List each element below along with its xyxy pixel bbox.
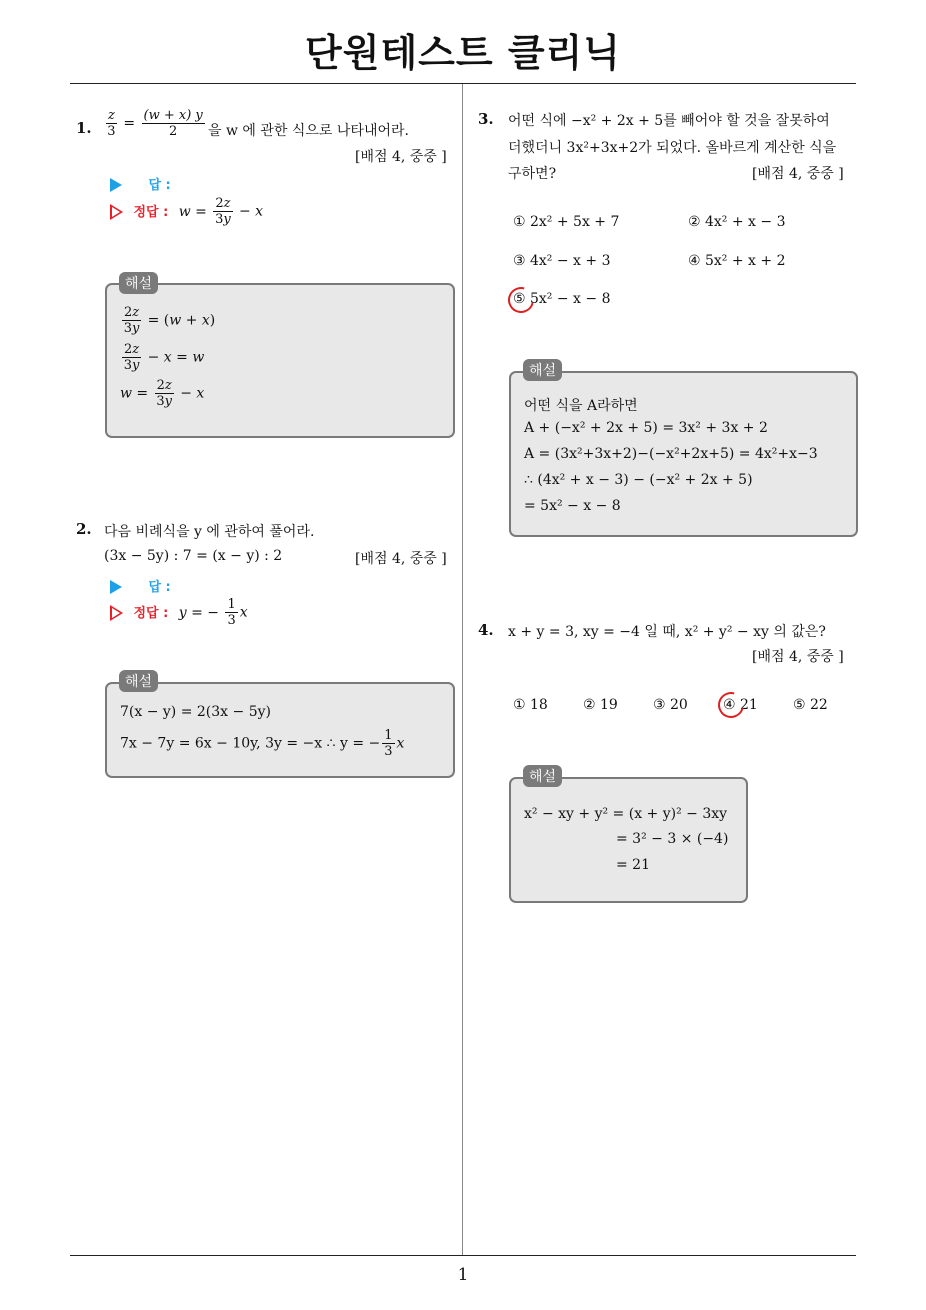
correct-label: 정답 : [133, 204, 169, 220]
q3-choice-1[interactable]: ① 2x² + 5x + 7 [513, 214, 620, 230]
q4-stem: x + y = 3, xy = −4 일 때, x² + y² − xy 의 값은? [508, 624, 826, 640]
q2-stem: 다음 비례식을 y 에 관하여 풀어라. [104, 524, 315, 540]
q3-explanation-box: 어떤 식을 A라하면 A + (−x² + 2x + 5) = 3x² + 3x + 2 A = (3x²+3x+2)−(−x²+2x+5) = 4x²+x−3 ∴ (4x² + x − 3) − (−x² + 2x + 5) = 5x² − x − 8 [509, 371, 858, 537]
q1-number: 1. [76, 119, 92, 137]
q4-choice-2[interactable]: ② 19 [583, 697, 618, 713]
q3-choice-5[interactable]: ⑤ 5x² − x − 8 [513, 291, 611, 307]
q3-score: [배점 4, 중중 ] [752, 166, 844, 182]
q3-stem-line1: 어떤 식에 −x² + 2x + 5를 빼어야 할 것을 잘못하여 [508, 113, 830, 129]
q3-explain-tag: 해설 [523, 359, 562, 381]
q2-explain-tag: 해설 [119, 670, 158, 692]
q1-equation: $\frac{z}{3}$ = $\frac{(w + x) y}{2}$ [107, 108, 203, 139]
correct-arrow-icon [110, 204, 123, 220]
q4-choice-1[interactable]: ① 18 [513, 697, 548, 713]
q2-number: 2. [76, 520, 92, 538]
bottom-rule [70, 1255, 856, 1256]
page-number: 1 [457, 1265, 469, 1285]
q4-number: 4. [478, 621, 494, 639]
q1-answer: $\frac{2z}{3y}$ [215, 196, 231, 227]
q1-answer-row [110, 174, 171, 193]
top-rule [70, 83, 856, 84]
q4-choice-3[interactable]: ③ 20 [653, 697, 688, 713]
column-divider [462, 84, 463, 1256]
q2-explanation-box: 7(x − y) = 2(3x − 5y) 7x − 7y = 6x − 10y, 3y = −x ∴ y = − $\frac{1}{3}$ x [105, 682, 455, 778]
q2-equation: (3x − 5y) : 7 = (x − y) : 2 [104, 548, 283, 564]
q2-explain-line: 7x − 7y = 6x − 10y, 3y = −x ∴ y = − [120, 735, 381, 752]
page-title: 단원테스트 클리닉 [305, 31, 621, 75]
q4-choice-5[interactable]: ⑤ 22 [793, 697, 828, 713]
q2-score: [배점 4, 중중 ] [355, 551, 447, 567]
q2-explain-line: 7(x − y) = 2(3x − 5y) [120, 704, 271, 720]
q2-answer-row: 답 : [110, 576, 171, 595]
q1-correct-row: 정답 : w = $\frac{2z}{3y}$ − x [110, 196, 263, 227]
q3-number: 3. [478, 110, 494, 128]
q3-stem-line3: 구하면? [508, 166, 557, 182]
q3-stem-line2: 더했더니 3x²+3x+2가 되었다. 올바르게 계산한 식을 [508, 140, 837, 156]
answer-label: 답 : [148, 178, 171, 193]
q4-choice-4[interactable]: ④ 21 [723, 697, 758, 713]
q1-explain-tag: 해설 [119, 272, 158, 294]
selected-answer-circle-icon [713, 687, 749, 723]
q3-choice-4[interactable]: ④ 5x² + x + 2 [688, 253, 786, 269]
q1-score: [배점 4, 중중 ] [355, 149, 447, 165]
q1-explanation-box: $\frac{2z}{3y}$ = (w + x) $\frac{2z}{3y}$ − x = w w = $\frac{2z}{3y}$ − x [105, 283, 455, 438]
q2-answer: $\frac{1}{3}$ [227, 597, 236, 628]
answer-arrow-icon [110, 178, 122, 192]
q1-stem: 을 w 에 관한 식으로 나타내어라. [208, 123, 409, 139]
q2-correct-row: 정답 : y = − $\frac{1}{3}$ x [110, 597, 248, 628]
answer-arrow-icon [110, 580, 122, 594]
q4-explain-tag: 해설 [523, 765, 562, 787]
q4-score: [배점 4, 중중 ] [752, 649, 844, 665]
q3-choice-3[interactable]: ③ 4x² − x + 3 [513, 253, 611, 269]
q3-choice-2[interactable]: ② 4x² + x − 3 [688, 214, 786, 230]
correct-arrow-icon [110, 605, 123, 621]
selected-answer-circle-icon [503, 282, 539, 318]
q4-explanation-box: x² − xy + y² = (x + y)² − 3xy = 3² − 3 × (−4) = 21 [509, 777, 748, 903]
